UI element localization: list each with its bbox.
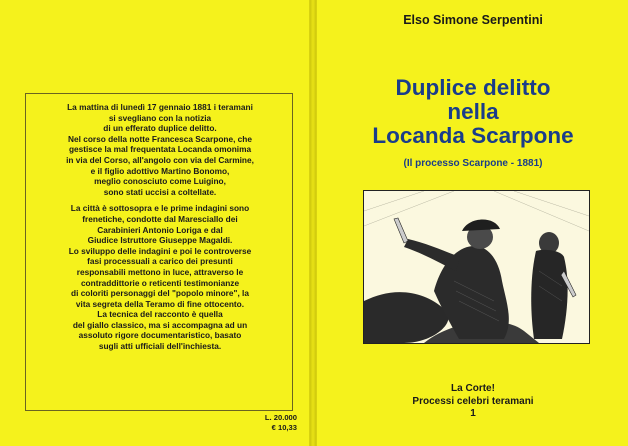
blurb-line: La città è sottosopra e le prime indagini sono	[70, 203, 250, 214]
blurb-line: Carabinieri Antonio Loriga e dal	[97, 224, 223, 235]
imprint-line: 1	[470, 408, 476, 419]
blurb-line: Giudice Istruttore Giuseppe Magaldi.	[87, 235, 233, 246]
title-line: Duplice delitto	[395, 75, 551, 100]
blurb-line: responsabili mettono in luce, attraverso le	[76, 266, 244, 277]
blurb-line: frenetiche, condotte dal Maresciallo dei	[82, 213, 238, 224]
cover-illustration	[363, 190, 590, 344]
price-euro: € 10,33	[271, 423, 297, 432]
price-label	[249, 413, 297, 433]
blurb-paragraph-2	[34, 203, 286, 351]
blurb-line: sugli atti ufficiali dell'inchiesta.	[98, 341, 222, 352]
price-lire: L. 20.000	[264, 413, 297, 422]
blurb-line: e il figlio adottivo Martino Bonomo,	[90, 165, 230, 176]
back-cover	[0, 0, 310, 446]
blurb-line: sono stati uccisi a coltellate.	[103, 186, 217, 197]
blurb-line: di coloriti personaggi del "popolo minore", la	[71, 288, 249, 299]
blurb-line: La mattina di lunedì 17 gennaio 1881 i teramani	[67, 102, 253, 112]
book-subtitle: (Il processo Scarpone - 1881)	[403, 158, 543, 169]
blurb-paragraph-1	[34, 102, 286, 197]
blurb-line: di un efferato duplice delitto.	[103, 123, 217, 134]
book-title	[317, 76, 628, 148]
front-cover	[316, 0, 628, 446]
back-cover-blurb-box	[25, 93, 293, 411]
series-imprint	[317, 383, 628, 421]
blurb-line: gestisce la mal frequentata Locanda omonima	[68, 144, 252, 155]
author-name: Elso Simone Serpentini	[403, 13, 543, 27]
blurb-line: contraddittorie o reticenti testimonianze	[80, 277, 240, 288]
blurb-line: Nel corso della notte Francesca Scarpone, che	[68, 133, 252, 144]
title-line: Locanda Scarpone	[372, 123, 574, 148]
murder-scene-engraving	[364, 191, 589, 343]
blurb-line: si svegliano con la notizia	[108, 112, 212, 123]
imprint-line: La Corte!	[451, 383, 495, 394]
blurb-line: del giallo classico, ma si accompagna ad un	[72, 319, 248, 330]
blurb-line: La tecnica del racconto è quella	[97, 309, 223, 320]
blurb-line: assoluto rigore documentaristico, basato	[78, 330, 242, 341]
imprint-line: Processi celebri teramani	[412, 395, 534, 407]
blurb-line: in via del Corso, all'angolo con via del Carmine,	[66, 154, 254, 165]
title-line: nella	[447, 99, 499, 124]
blurb-line: fasi processuali a carico dei presunti	[87, 256, 233, 267]
blurb-line: vita segreta della Teramo di fine ottocento.	[75, 298, 245, 309]
blurb-line: meglio conosciuto come Luigino,	[94, 176, 226, 187]
blurb-line: Lo sviluppo delle indagini e poi le controverse	[68, 245, 252, 256]
